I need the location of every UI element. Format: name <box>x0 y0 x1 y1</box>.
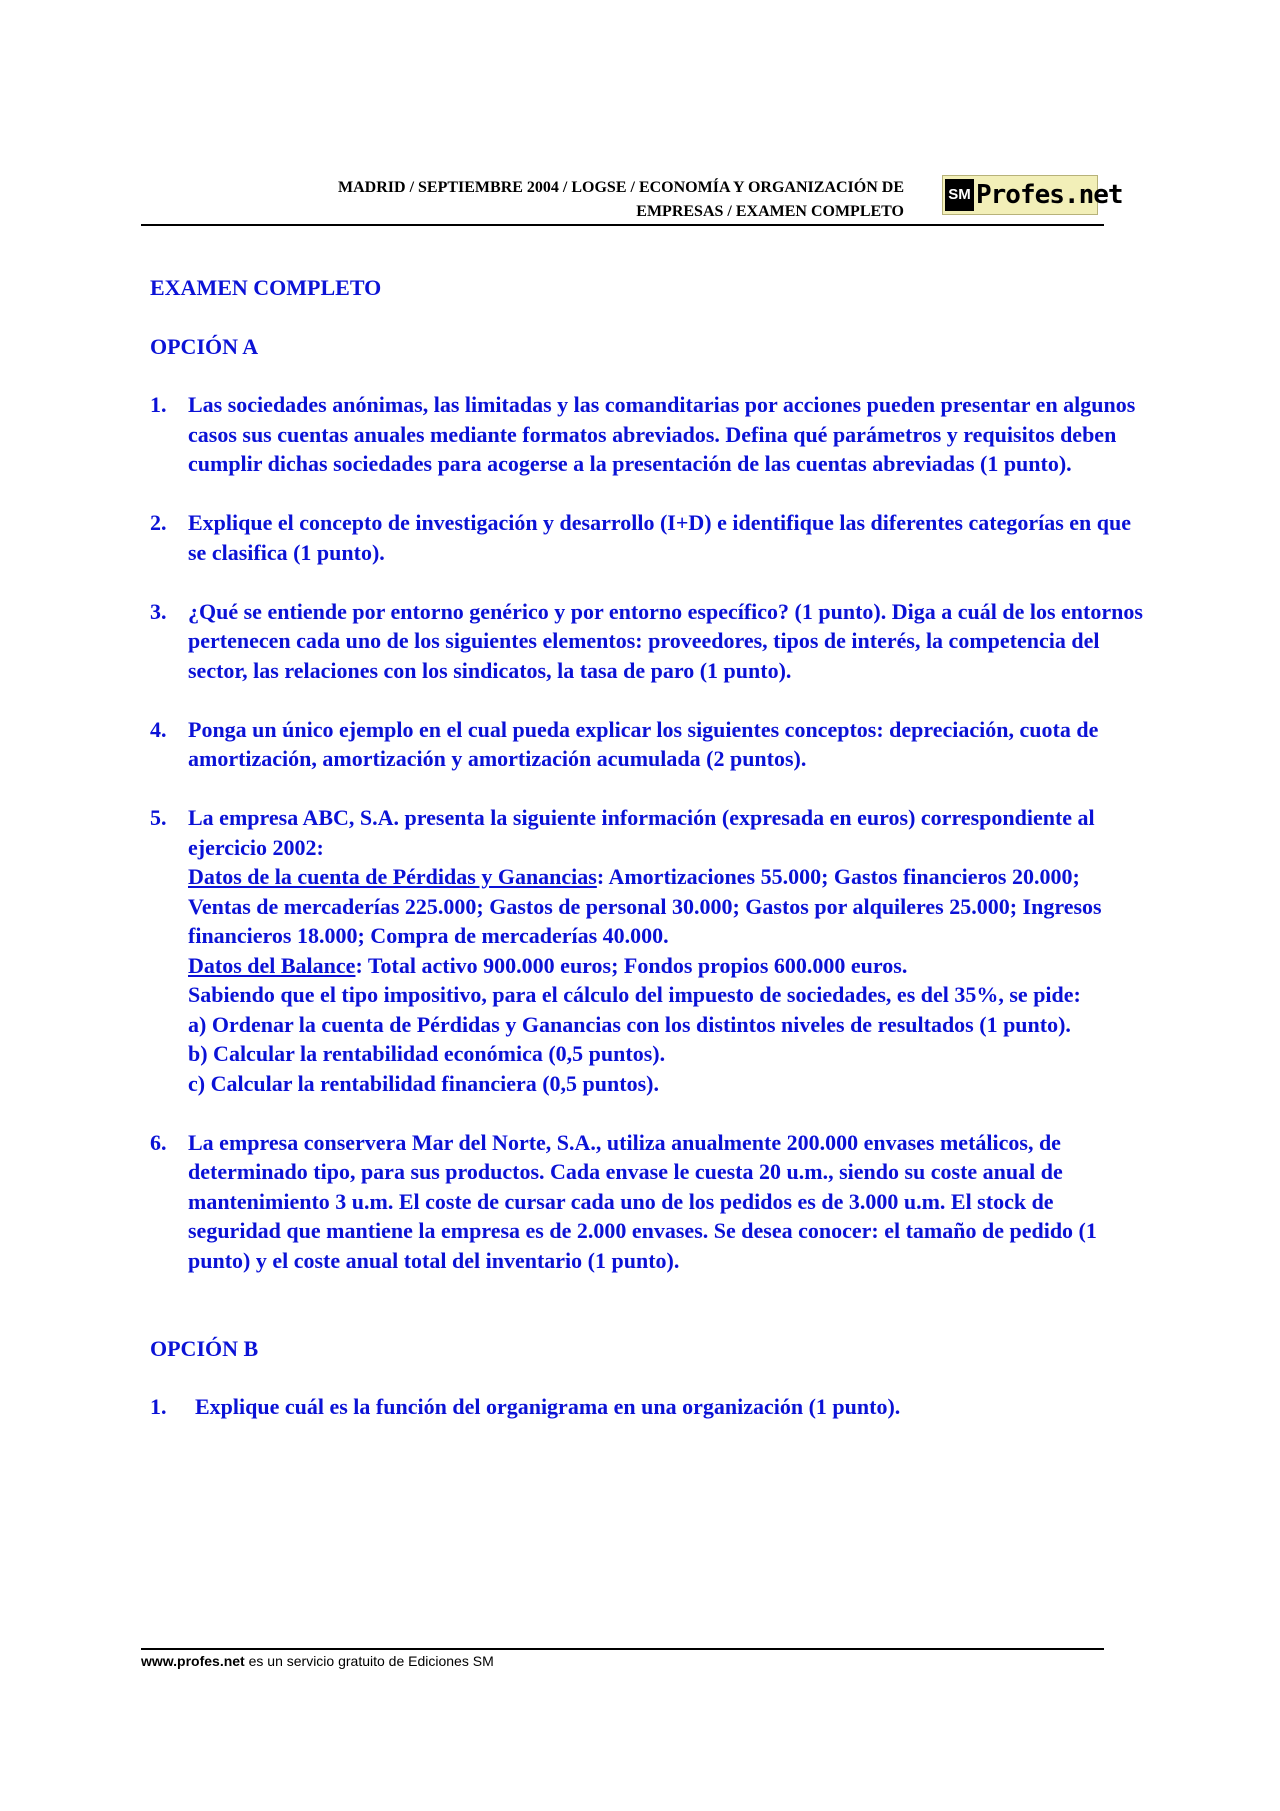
question-b1 <box>150 1392 1145 1422</box>
question-a6 <box>150 1128 1145 1276</box>
question-text: ¿Qué se entiende por entorno genérico y por entorno específico? (1 punto). Diga a cuál de los entornos pertenecen cada uno de los siguientes elementos: proveedores, tipos de interés, la competencia del sector, las relaciones con los sindicatos, la tasa de paro (1 punto). <box>188 598 1143 683</box>
question-a3 <box>150 597 1145 686</box>
pyg-label: Datos de la cuenta de Pérdidas y Ganancias <box>188 864 597 889</box>
question-a5 <box>150 803 1145 1098</box>
question-a4 <box>150 715 1145 774</box>
footer-text: es un servicio gratuito de Ediciones SM <box>244 1653 494 1669</box>
question-number: 2. <box>150 510 167 535</box>
question-text: Ponga un único ejemplo en el cual pueda explicar los siguientes conceptos: depreciación, cuota de amortización, amortización y amortización acumulada (2 puntos). <box>188 716 1099 771</box>
exam-content <box>150 273 1145 1422</box>
balance-label: Datos del Balance <box>188 952 356 978</box>
part-b: b) Calcular la rentabilidad económica (0,5 puntos). <box>188 1041 666 1066</box>
question-a2 <box>150 508 1145 567</box>
balance-data <box>188 951 1145 981</box>
exam-title: EXAMEN COMPLETO <box>150 275 382 300</box>
balance-text: : Total activo 900.000 euros; Fondos propios 600.000 euros. <box>355 952 908 978</box>
page-footer <box>141 1648 1104 1669</box>
option-b-title: OPCIÓN B <box>150 1335 259 1361</box>
option-a-title: OPCIÓN A <box>150 333 259 359</box>
question-number: 4. <box>150 716 167 742</box>
page-header <box>141 172 1123 226</box>
question-text: Explique el concepto de investigación y desarrollo (I+D) e identifique las diferentes categorías en que se clasifica (1 punto). <box>188 510 1132 565</box>
header-title <box>184 176 904 224</box>
profes-net-logo <box>942 175 1123 215</box>
question-number: 3. <box>150 598 167 624</box>
question-text: Explique cuál es la función del organigrama en una organización (1 punto). <box>195 1394 901 1419</box>
tax-text: Sabiendo que el tipo impositivo, para el cálculo del impuesto de sociedades, es del 35%, se pide: <box>188 982 1081 1007</box>
question-number: 6. <box>150 1129 167 1155</box>
question-a1 <box>150 390 1145 479</box>
sm-logo-mark: SM <box>945 179 974 211</box>
pyg-data <box>188 862 1145 951</box>
part-c: c) Calcular la rentabilidad financiera (0,5 puntos). <box>188 1070 659 1096</box>
question-number: 1. <box>150 1394 167 1419</box>
question-text: La empresa conservera Mar del Norte, S.A., utiliza anualmente 200.000 envases metálicos, de determinado tipo, para sus productos. Cada envase le cuesta 20 u.m., siendo su coste anual de mantenimiento 3 u.m. El coste de cursar cada uno de los pedidos es de 3.000 u.m. El stock de seguridad que mantiene la empresa es de 2.000 envases. Se desea conocer: el tamaño de pedido (1 punto) y el coste anual total del inventario (1 punto). <box>188 1129 1097 1273</box>
question-number: 5. <box>150 805 167 830</box>
part-a: a) Ordenar la cuenta de Pérdidas y Ganancias con los distintos niveles de resultados (1 punto). <box>188 1011 1071 1037</box>
header-line-2: EMPRESAS / EXAMEN COMPLETO <box>636 203 904 220</box>
question-intro: La empresa ABC, S.A. presenta la siguiente información (expresada en euros) correspondiente al ejercicio 2002: <box>188 805 1095 860</box>
logo-text: Profes.net <box>976 180 1123 210</box>
question-number: 1. <box>150 392 167 417</box>
question-text: Las sociedades anónimas, las limitadas y las comanditarias por acciones pueden presentar en algunos casos sus cuentas anuales mediante formatos abreviados. Defina qué parámetros y requisitos deben cumplir dichas sociedades para acogerse a la presentación de las cuentas abreviadas (1 punto). <box>188 392 1136 476</box>
header-line-1: MADRID / SEPTIEMBRE 2004 / LOGSE / ECONOMÍA Y ORGANIZACIÓN DE <box>338 179 904 196</box>
footer-site-link[interactable]: www.profes.net <box>141 1653 245 1669</box>
pyg-text: : Amortizaciones 55.000; Gastos financieros 20.000; Ventas de mercaderías 225.000; Gastos de personal 30.000; Gastos por alquileres 25.000; Ingresos financieros 18.000; Compra de mercaderías 40.000. <box>188 864 1102 948</box>
